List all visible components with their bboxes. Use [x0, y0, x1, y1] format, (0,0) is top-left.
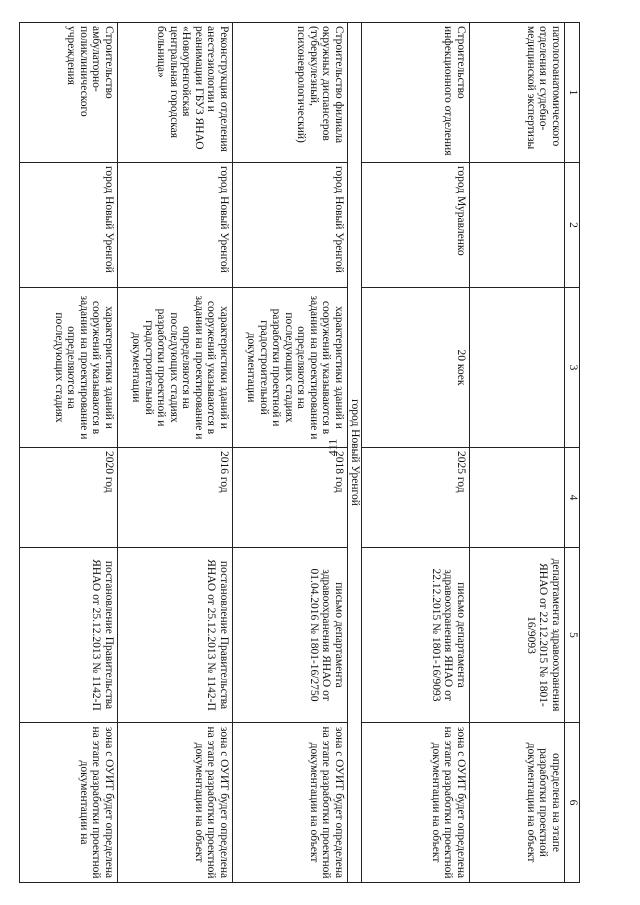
table-row	[470, 23, 565, 883]
header-cell: 2	[565, 163, 580, 288]
location-cell: город Муравленко	[362, 163, 470, 288]
characteristics-cell: характеристики зданий и сооружений указываются в задании на проектирование и определяются на последующих стадиях	[20, 288, 118, 448]
basis-cell: постановление Правительства ЯНАО от 25.12.2013 № 1142-П	[20, 548, 118, 723]
object-name-cell: патологоанатомического отделения и судебно-медицинской экспертизы	[470, 23, 565, 163]
zone-cell: зона с ОУИТ будет определена на этапе разработки проектной документации на объект	[362, 723, 470, 883]
table-row	[233, 23, 348, 883]
year-cell: 2016 год	[118, 448, 233, 548]
characteristics-cell	[470, 288, 565, 448]
location-cell: город Новый Уренгой	[118, 163, 233, 288]
header-cell: 5	[565, 548, 580, 723]
characteristics-cell: характеристики зданий и сооружений указываются в задании на проектирование и определяются на последующих стадиях разработки проектной и градостроительной документации	[118, 288, 233, 448]
object-name-cell: Строительство амбулаторно-поликлинического учреждения	[20, 23, 118, 163]
objects-table	[19, 22, 580, 883]
location-cell	[470, 163, 565, 288]
table-row	[118, 23, 233, 883]
header-cell: 4	[565, 448, 580, 548]
object-name-cell: Строительство инфекционного отделения	[362, 23, 470, 163]
basis-cell: письмо департамента здравоохранения ЯНАО от 01.04.2016 № 1801-16/2750	[233, 548, 348, 723]
header-cell: 6	[565, 723, 580, 883]
object-name-cell: Строительство филиала окружных диспансеров (туберкулезный, психоневрологический)	[233, 23, 348, 163]
basis-cell: постановление Правительства ЯНАО от 25.12.2013 № 1142-П	[118, 548, 233, 723]
location-cell: город Новый Уренгой	[233, 163, 348, 288]
year-cell: 2025 год	[362, 448, 470, 548]
year-cell	[470, 448, 565, 548]
table-row	[362, 23, 470, 883]
basis-cell: департамента здравоохранения ЯНАО от 22.12.2015 № 1801-16/9093	[470, 548, 565, 723]
rotated-table-container	[53, 22, 580, 882]
characteristics-cell: 20 коек	[362, 288, 470, 448]
zone-cell: зона с ОУИТ будет определена на этапе разработки проектной документации на объект	[118, 723, 233, 883]
section-title: город Новый Уренгой	[348, 23, 362, 883]
section-row	[348, 23, 362, 883]
zone-cell: зона с ОУИТ будет определена на этапе разработки проектной документации на	[20, 723, 118, 883]
characteristics-cell: характеристики зданий и сооружений указываются в задании на проектирование и определяются на последующих стадиях разработки проектной и градостроительной документации	[233, 288, 348, 448]
zone-cell: зона с ОУИТ будет определена на этапе разработки проектной документации на объект	[233, 723, 348, 883]
location-cell: город Новый Уренгой	[20, 163, 118, 288]
object-name-cell: Реконструкция отделения анестезиологии и реанимации ГБУЗ ЯНАО «Новоуренгойская центральная городская больница»	[118, 23, 233, 163]
year-cell: 2020 год	[20, 448, 118, 548]
header-cell: 3	[565, 288, 580, 448]
zone-cell: определена на этапе разработки проектной документации на объект	[470, 723, 565, 883]
year-cell: 2018 год	[233, 448, 348, 548]
table-row	[20, 23, 118, 883]
header-cell: 1	[565, 23, 580, 163]
page-number: 411	[325, 438, 340, 457]
basis-cell: письмо департамента здравоохранения ЯНАО от 22.12.2015 № 1801-16/9093	[362, 548, 470, 723]
header-row	[565, 23, 580, 883]
